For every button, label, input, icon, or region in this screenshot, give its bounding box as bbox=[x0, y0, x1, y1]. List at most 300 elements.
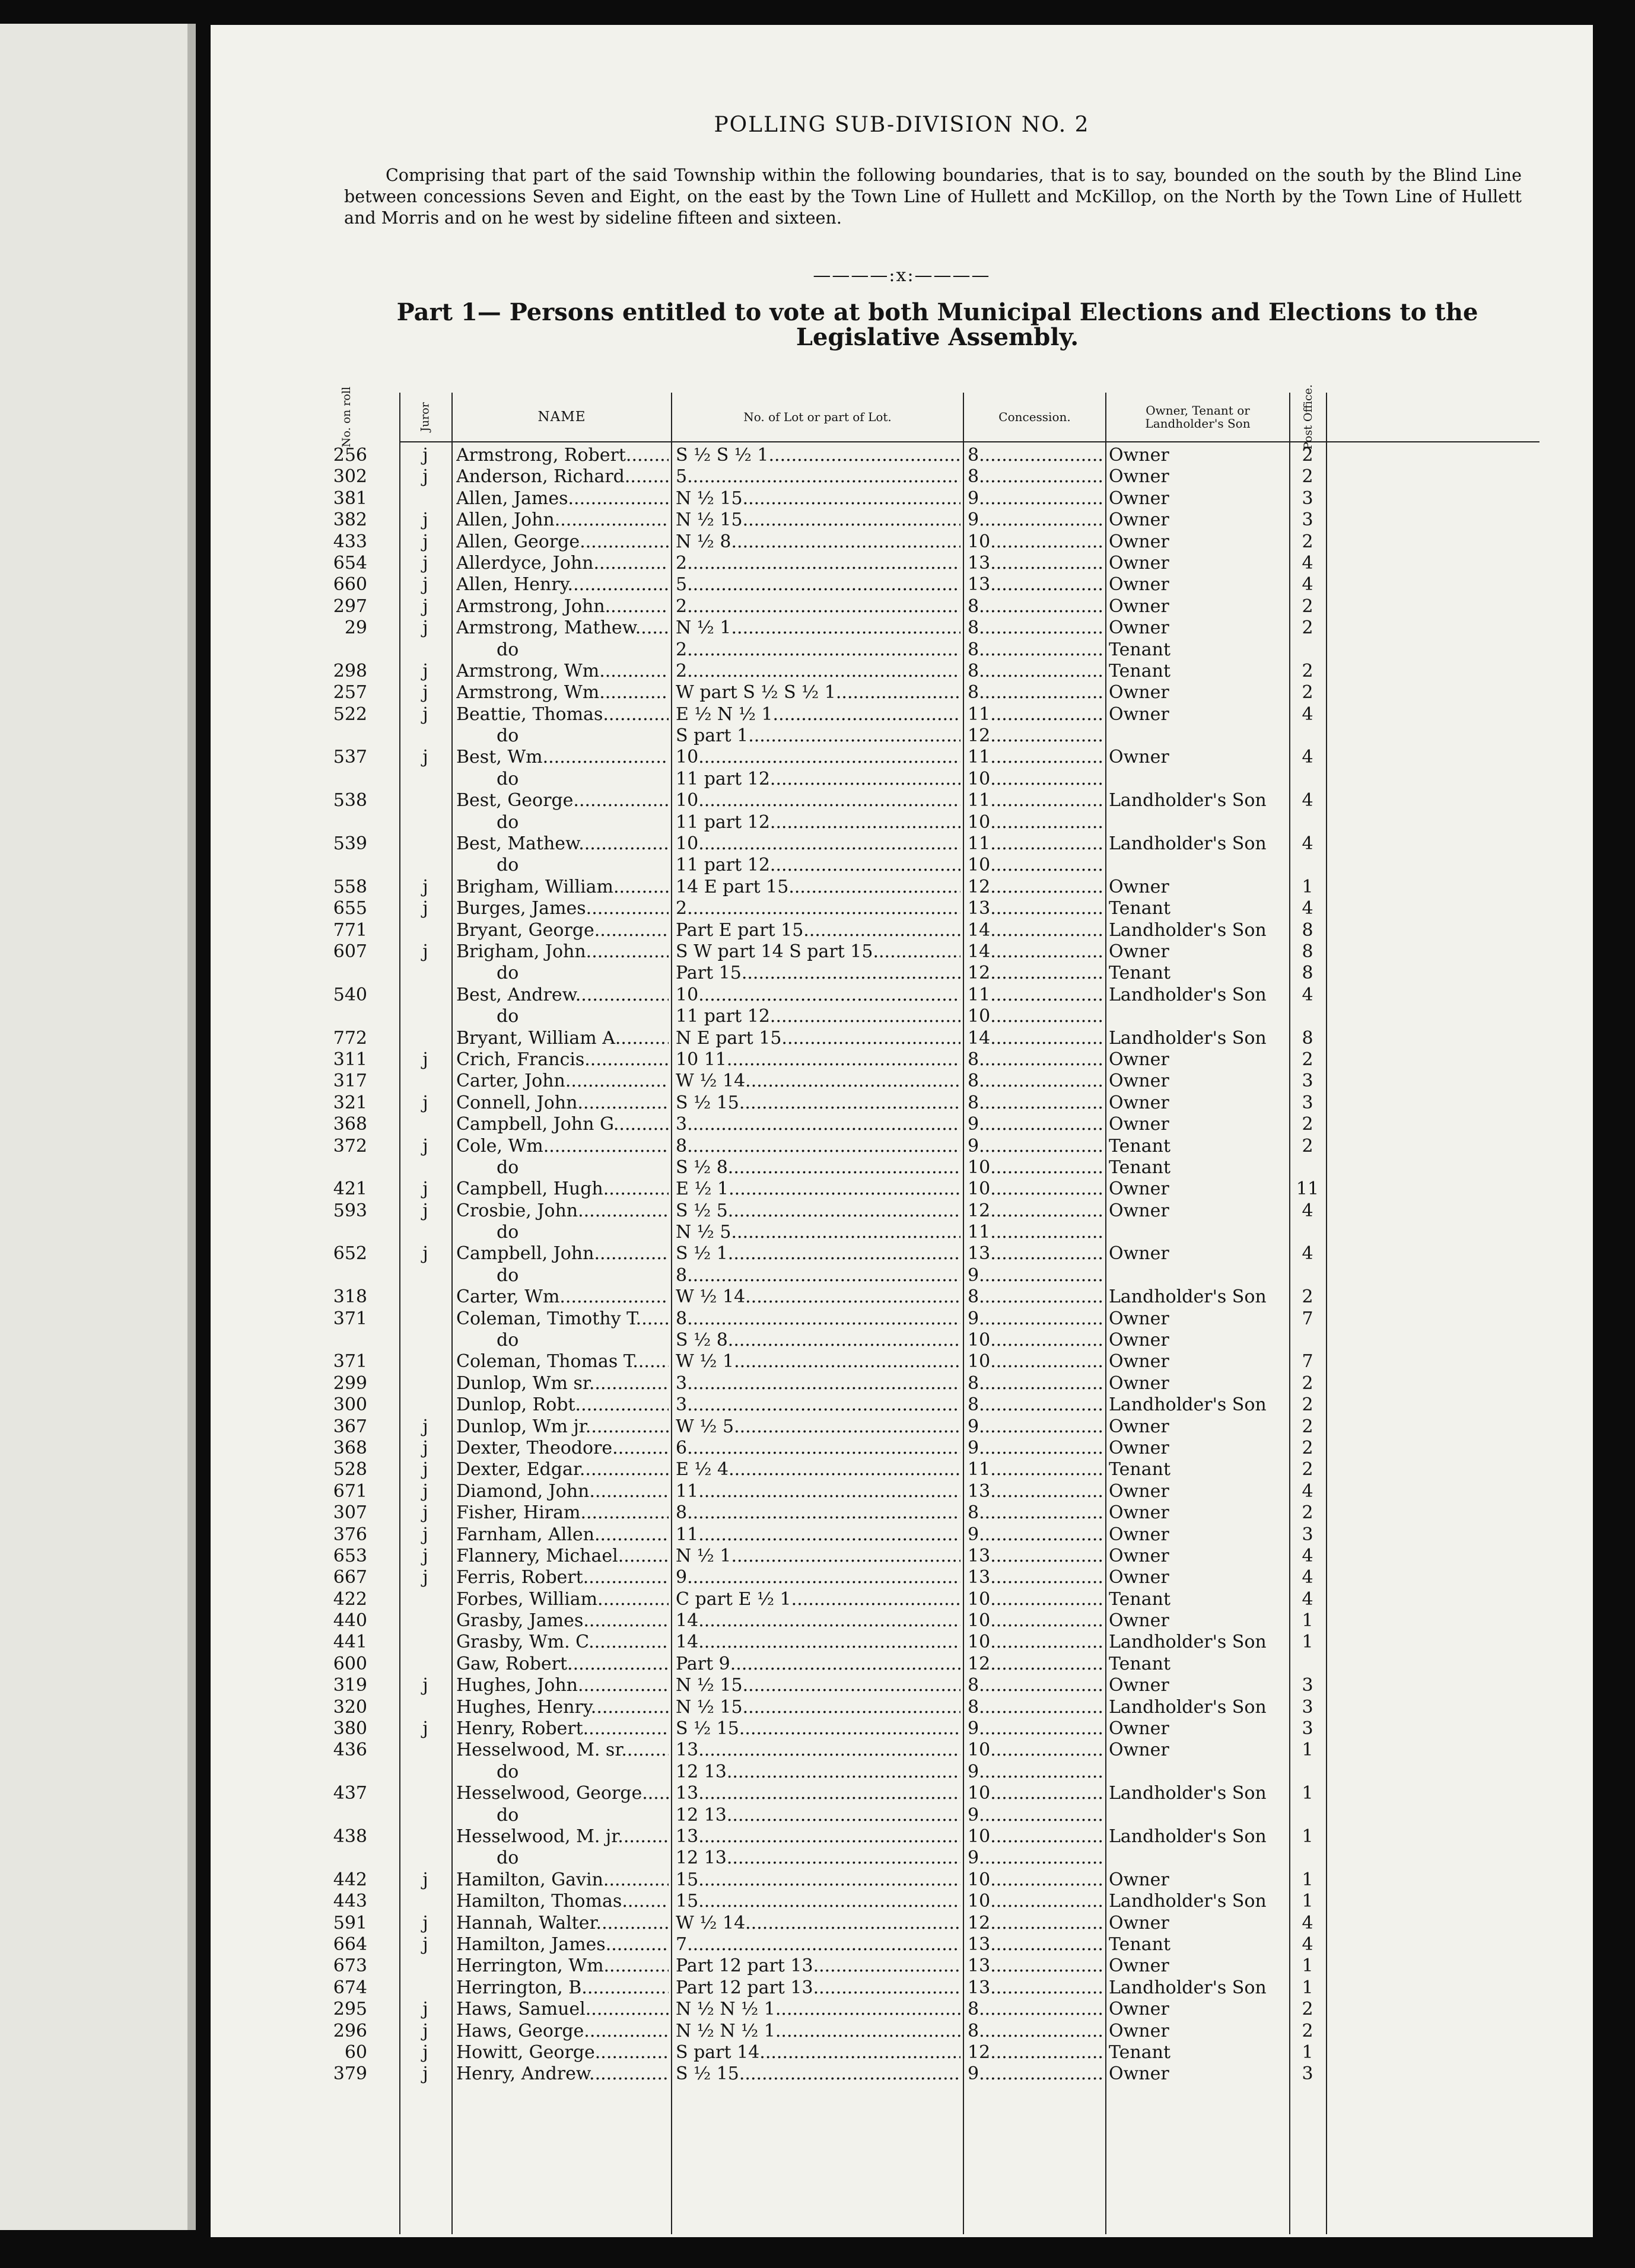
status: Owner bbox=[1109, 1092, 1169, 1113]
voter-name: Hamilton, James ..... bbox=[456, 1934, 669, 1955]
status: Owner bbox=[1109, 2063, 1169, 2085]
concession-number: 13 ..... bbox=[968, 553, 1103, 574]
table-row bbox=[325, 661, 1539, 682]
voter-name: Haws, George ..... bbox=[456, 2021, 669, 2042]
roll-number: 655 bbox=[333, 898, 367, 919]
juror-mark: j bbox=[422, 1135, 428, 1157]
roll-number: 257 bbox=[333, 682, 367, 703]
lot-number: Part 15 ..... bbox=[676, 963, 960, 984]
post-office: 3 bbox=[1302, 2063, 1313, 2085]
concession-number: 8 ..... bbox=[968, 1675, 1103, 1696]
status: Owner bbox=[1109, 595, 1169, 617]
status: Landholder's Son bbox=[1109, 1394, 1267, 1416]
concession-number: 8 ..... bbox=[968, 445, 1103, 466]
concession-number: 10 ..... bbox=[968, 1891, 1103, 1912]
juror-mark: j bbox=[422, 1502, 428, 1524]
concession-number: 11 ..... bbox=[968, 833, 1103, 855]
voter-name: Campbell, John ..... bbox=[456, 1243, 669, 1264]
status: Owner bbox=[1109, 1200, 1169, 1221]
table-row bbox=[325, 617, 1539, 639]
table-row bbox=[325, 1826, 1539, 1847]
lot-number: S ½ 1 ..... bbox=[676, 1243, 960, 1264]
post-office: 8 bbox=[1302, 941, 1313, 962]
status: Landholder's Son bbox=[1109, 984, 1267, 1005]
roll-number: 297 bbox=[333, 595, 367, 617]
post-office: 2 bbox=[1302, 1394, 1313, 1416]
voter-name: Coleman, Timothy T ..... bbox=[456, 1308, 669, 1330]
juror-mark: j bbox=[422, 1459, 428, 1480]
concession-number: 13 ..... bbox=[968, 1567, 1103, 1588]
header-name: NAME bbox=[537, 409, 586, 425]
post-office: 7 bbox=[1302, 1351, 1313, 1372]
status: Owner bbox=[1109, 1675, 1169, 1696]
post-office: 2 bbox=[1302, 531, 1313, 552]
concession-number: 8 ..... bbox=[968, 596, 1103, 617]
status: Tenant bbox=[1109, 1135, 1171, 1157]
lot-number: N ½ 15 ..... bbox=[676, 1675, 960, 1696]
lot-number: Part E part 15 ..... bbox=[676, 920, 960, 941]
table-row bbox=[325, 833, 1539, 855]
roll-number: 674 bbox=[333, 1977, 367, 1998]
voter-name: Armstrong, Wm ..... bbox=[456, 682, 669, 703]
lot-number: 10 ..... bbox=[676, 747, 960, 768]
voter-name: Grasby, Wm. C ..... bbox=[456, 1632, 669, 1653]
lot-number: 10 11 ..... bbox=[676, 1049, 960, 1071]
roll-number: 437 bbox=[333, 1783, 367, 1804]
post-office: 2 bbox=[1302, 1416, 1313, 1437]
concession-number: 13 ..... bbox=[968, 1955, 1103, 1977]
lot-number: S ½ 8 ..... bbox=[676, 1330, 960, 1351]
roll-number: 421 bbox=[333, 1178, 367, 1200]
juror-mark: j bbox=[422, 1545, 428, 1566]
lot-number: W ½ 14 ..... bbox=[676, 1071, 960, 1092]
lot-number: 10 ..... bbox=[676, 790, 960, 811]
roll-number: 317 bbox=[333, 1071, 367, 1092]
concession-number: 11 ..... bbox=[968, 790, 1103, 811]
roll-number: 372 bbox=[333, 1135, 367, 1157]
post-office: 3 bbox=[1302, 509, 1313, 531]
concession-number: 9 ..... bbox=[968, 1416, 1103, 1438]
lot-number: 14 ..... bbox=[676, 1632, 960, 1653]
lot-number: 5 ..... bbox=[676, 574, 960, 595]
post-office: 4 bbox=[1302, 574, 1313, 595]
table-row bbox=[325, 1934, 1539, 1955]
table-row bbox=[325, 1157, 1539, 1178]
roll-number: 652 bbox=[333, 1243, 367, 1264]
roll-number: 442 bbox=[333, 1869, 367, 1890]
concession-number: 13 ..... bbox=[968, 1546, 1103, 1567]
status: Tenant bbox=[1109, 1653, 1171, 1674]
roll-number: 438 bbox=[333, 1826, 367, 1847]
voter-name: Henry, Andrew ..... bbox=[456, 2063, 669, 2085]
roll-number: 607 bbox=[333, 941, 367, 962]
juror-mark: j bbox=[422, 2020, 428, 2041]
lot-number: 14 ..... bbox=[676, 1610, 960, 1632]
concession-number: 13 ..... bbox=[968, 1481, 1103, 1502]
status: Owner bbox=[1109, 703, 1169, 725]
post-office: 4 bbox=[1302, 898, 1313, 919]
concession-number: 13 ..... bbox=[968, 898, 1103, 919]
roll-number: 593 bbox=[333, 1200, 367, 1221]
roll-number: 380 bbox=[333, 1718, 367, 1740]
status: Owner bbox=[1109, 1416, 1169, 1437]
status: Landholder's Son bbox=[1109, 1977, 1267, 1998]
status: Owner bbox=[1109, 1372, 1169, 1394]
table-row bbox=[325, 531, 1539, 553]
lot-number: E ½ 4 ..... bbox=[676, 1459, 960, 1480]
post-office: 4 bbox=[1302, 1545, 1313, 1566]
table-row bbox=[325, 639, 1539, 661]
concession-number: 9 ..... bbox=[968, 1524, 1103, 1546]
roll-number: 558 bbox=[333, 876, 367, 897]
roll-number: 319 bbox=[333, 1675, 367, 1696]
voter-name: Hughes, Henry ..... bbox=[456, 1697, 669, 1718]
concession-number: 9 ..... bbox=[968, 1136, 1103, 1157]
voter-name: Bryant, William A ..... bbox=[456, 1028, 669, 1049]
voter-name: Flannery, Michael ..... bbox=[456, 1546, 669, 1567]
lot-number: Part 12 part 13 ..... bbox=[676, 1955, 960, 1977]
juror-mark: j bbox=[422, 747, 428, 768]
lot-number: 8 ..... bbox=[676, 1265, 960, 1286]
lot-number: 3 ..... bbox=[676, 1114, 960, 1135]
post-office: 4 bbox=[1302, 1200, 1313, 1221]
juror-mark: j bbox=[422, 552, 428, 574]
roll-number: 307 bbox=[333, 1502, 367, 1524]
status: Owner bbox=[1109, 445, 1169, 466]
roll-number: 368 bbox=[333, 1437, 367, 1458]
status: Landholder's Son bbox=[1109, 790, 1267, 811]
juror-mark: j bbox=[422, 466, 428, 488]
status: Owner bbox=[1109, 552, 1169, 574]
voter-name: Farnham, Allen ..... bbox=[456, 1524, 669, 1546]
table-body bbox=[325, 445, 1539, 2085]
roll-number: 600 bbox=[333, 1653, 367, 1674]
lot-number: S ½ 5 ..... bbox=[676, 1200, 960, 1222]
roll-number: 540 bbox=[333, 984, 367, 1005]
voter-name: Best, Wm ..... bbox=[456, 747, 669, 768]
concession-number: 10 ..... bbox=[968, 1740, 1103, 1761]
post-office: 4 bbox=[1302, 1912, 1313, 1933]
lot-number: 3 ..... bbox=[676, 1373, 960, 1394]
voter-name: do bbox=[497, 639, 519, 660]
status: Owner bbox=[1109, 466, 1169, 488]
concession-number: 10 ..... bbox=[968, 1157, 1103, 1178]
table-row bbox=[325, 1373, 1539, 1394]
roll-number: 302 bbox=[333, 466, 367, 488]
status: Owner bbox=[1109, 1610, 1169, 1632]
concession-number: 10 ..... bbox=[968, 1330, 1103, 1351]
concession-number: 8 ..... bbox=[968, 466, 1103, 488]
lot-number: 9 ..... bbox=[676, 1567, 960, 1588]
status: Owner bbox=[1109, 1567, 1169, 1588]
roll-number: 771 bbox=[333, 919, 367, 941]
roll-number: 671 bbox=[333, 1480, 367, 1502]
facing-page-edge bbox=[0, 24, 196, 2230]
juror-mark: j bbox=[422, 1437, 428, 1458]
lot-number: 10 ..... bbox=[676, 833, 960, 855]
table-row bbox=[325, 488, 1539, 509]
table-row bbox=[325, 855, 1539, 876]
juror-mark: j bbox=[422, 898, 428, 919]
table-row bbox=[325, 747, 1539, 768]
juror-mark: j bbox=[422, 509, 428, 531]
concession-number: 10 ..... bbox=[968, 1351, 1103, 1372]
concession-number: 10 ..... bbox=[968, 531, 1103, 553]
juror-mark: j bbox=[422, 1480, 428, 1502]
roll-number: 381 bbox=[333, 488, 367, 509]
voter-name: Best, Andrew ..... bbox=[456, 985, 669, 1006]
lot-number: 13 ..... bbox=[676, 1783, 960, 1804]
post-office: 1 bbox=[1302, 2041, 1313, 2063]
post-office: 3 bbox=[1302, 1092, 1313, 1113]
table-row bbox=[325, 898, 1539, 919]
lot-number: S part 1 ..... bbox=[676, 725, 960, 747]
voter-name: Crosbie, John ..... bbox=[456, 1200, 669, 1222]
concession-number: 13 ..... bbox=[968, 1934, 1103, 1955]
status: Tenant bbox=[1109, 963, 1171, 984]
lot-number: W ½ 1 ..... bbox=[676, 1351, 960, 1372]
voter-name: do bbox=[497, 1222, 519, 1243]
voter-name: do bbox=[497, 1761, 519, 1782]
header-juror: Juror bbox=[419, 402, 432, 432]
concession-number: 10 ..... bbox=[968, 1783, 1103, 1804]
concession-number: 14 ..... bbox=[968, 1028, 1103, 1049]
status: Landholder's Son bbox=[1109, 1696, 1267, 1718]
post-office: 2 bbox=[1302, 1286, 1313, 1308]
table-row bbox=[325, 920, 1539, 941]
post-office: 2 bbox=[1302, 1999, 1313, 2020]
lot-number: 10 ..... bbox=[676, 985, 960, 1006]
lot-number: 12 13 ..... bbox=[676, 1847, 960, 1869]
post-office: 1 bbox=[1302, 1955, 1313, 1977]
lot-number: N ½ N ½ 1 ..... bbox=[676, 1999, 960, 2020]
juror-mark: j bbox=[422, 941, 428, 962]
juror-mark: j bbox=[422, 617, 428, 639]
voter-name: Dexter, Theodore ..... bbox=[456, 1438, 669, 1459]
concession-number: 12 ..... bbox=[968, 725, 1103, 747]
lot-number: W ½ 14 ..... bbox=[676, 1913, 960, 1934]
status: Owner bbox=[1109, 1912, 1169, 1933]
post-office: 2 bbox=[1302, 617, 1313, 639]
voter-name: Carter, Wm ..... bbox=[456, 1286, 669, 1308]
concession-number: 11 ..... bbox=[968, 704, 1103, 725]
roll-number: 371 bbox=[333, 1308, 367, 1329]
lot-number: S ½ 15 ..... bbox=[676, 2063, 960, 2085]
post-office: 4 bbox=[1302, 833, 1313, 855]
roll-number: 371 bbox=[333, 1351, 367, 1372]
voter-name: do bbox=[497, 855, 519, 876]
table-row bbox=[325, 725, 1539, 747]
table-row bbox=[325, 1459, 1539, 1480]
status: Owner bbox=[1109, 617, 1169, 639]
voter-name: Grasby, James ..... bbox=[456, 1610, 669, 1632]
post-office: 1 bbox=[1302, 1783, 1313, 1804]
voter-name: Hannah, Walter ..... bbox=[456, 1913, 669, 1934]
concession-number: 12 ..... bbox=[968, 1200, 1103, 1222]
juror-mark: j bbox=[422, 1869, 428, 1890]
table-row bbox=[325, 941, 1539, 963]
voter-name: Allerdyce, John ..... bbox=[456, 553, 669, 574]
concession-number: 10 ..... bbox=[968, 1178, 1103, 1200]
lot-number: N ½ 15 ..... bbox=[676, 1697, 960, 1718]
voter-name: Campbell, John G ..... bbox=[456, 1114, 669, 1135]
voter-name: Brigham, John ..... bbox=[456, 941, 669, 963]
roll-number: 433 bbox=[333, 531, 367, 552]
table-row bbox=[325, 1913, 1539, 1934]
juror-mark: j bbox=[422, 1718, 428, 1740]
voter-name: Herrington, Wm ..... bbox=[456, 1955, 669, 1977]
post-office: 11 bbox=[1296, 1178, 1319, 1200]
post-office: 2 bbox=[1302, 1502, 1313, 1524]
lot-number: 2 ..... bbox=[676, 661, 960, 682]
boundary-text: Comprising that part of the said Township within the following boundaries, that is to say, bounded on the south by the Blind Line between concessions Seven and Eight, on the east by the Town Line of Hullett and McKillop, on the North by the Town Line of Hullett and Morris and on he west by sideline fifteen and sixteen. bbox=[344, 165, 1522, 228]
lot-number: 13 ..... bbox=[676, 1740, 960, 1761]
concession-number: 11 ..... bbox=[968, 1222, 1103, 1243]
lot-number: S part 14 ..... bbox=[676, 2042, 960, 2063]
status: Landholder's Son bbox=[1109, 919, 1267, 941]
table-row bbox=[325, 1524, 1539, 1546]
post-office: 2 bbox=[1302, 660, 1313, 681]
roll-number: 591 bbox=[333, 1912, 367, 1933]
table-row bbox=[325, 1761, 1539, 1783]
table-row bbox=[325, 1222, 1539, 1243]
voter-name: Allen, Henry ..... bbox=[456, 574, 669, 595]
table-row bbox=[325, 1610, 1539, 1632]
lot-number: E ½ N ½ 1 ..... bbox=[676, 704, 960, 725]
status: Landholder's Son bbox=[1109, 1891, 1267, 1912]
lot-number: 15 ..... bbox=[676, 1869, 960, 1891]
juror-mark: j bbox=[422, 1243, 428, 1264]
table-row bbox=[325, 1200, 1539, 1222]
voter-name: do bbox=[497, 1157, 519, 1178]
status: Landholder's Son bbox=[1109, 1783, 1267, 1804]
juror-mark: j bbox=[422, 595, 428, 617]
concession-number: 8 ..... bbox=[968, 682, 1103, 703]
table-row bbox=[325, 1028, 1539, 1049]
table-row bbox=[325, 1502, 1539, 1524]
concession-number: 8 ..... bbox=[968, 1394, 1103, 1416]
concession-number: 12 ..... bbox=[968, 963, 1103, 984]
post-office: 2 bbox=[1302, 682, 1313, 703]
table-row bbox=[325, 1006, 1539, 1027]
post-office: 3 bbox=[1302, 1071, 1313, 1092]
concession-number: 11 ..... bbox=[968, 985, 1103, 1006]
post-office: 2 bbox=[1302, 1437, 1313, 1458]
status: Landholder's Son bbox=[1109, 1286, 1267, 1308]
roll-number: 376 bbox=[333, 1524, 367, 1545]
post-office: 4 bbox=[1302, 1243, 1313, 1264]
roll-number: 443 bbox=[333, 1891, 367, 1912]
post-office: 3 bbox=[1302, 1524, 1313, 1545]
table-row bbox=[325, 1243, 1539, 1264]
table-row bbox=[325, 1438, 1539, 1459]
section-separator: ————:x:———— bbox=[813, 265, 991, 286]
status: Owner bbox=[1109, 1243, 1169, 1264]
status: Tenant bbox=[1109, 660, 1171, 681]
voter-name: Best, Mathew ..... bbox=[456, 833, 669, 855]
lot-number: 2 ..... bbox=[676, 596, 960, 617]
table-row bbox=[325, 1546, 1539, 1567]
table-row bbox=[325, 963, 1539, 984]
voter-name: Best, George ..... bbox=[456, 790, 669, 811]
status: Tenant bbox=[1109, 1459, 1171, 1480]
status: Tenant bbox=[1109, 639, 1171, 660]
concession-number: 8 ..... bbox=[968, 1092, 1103, 1114]
voter-name: Brigham, William ..... bbox=[456, 877, 669, 898]
roll-number: 440 bbox=[333, 1610, 367, 1632]
status: Owner bbox=[1109, 1114, 1169, 1135]
voter-name: Herrington, B ..... bbox=[456, 1977, 669, 1999]
voter-name: Dunlop, Wm sr ..... bbox=[456, 1373, 669, 1394]
concession-number: 9 ..... bbox=[968, 2063, 1103, 2085]
voter-name: Armstrong, Robert ..... bbox=[456, 445, 669, 466]
header-post-office: Post Office. bbox=[1302, 384, 1315, 450]
concession-number: 14 ..... bbox=[968, 941, 1103, 963]
roll-number: 441 bbox=[333, 1632, 367, 1653]
status: Landholder's Son bbox=[1109, 833, 1267, 855]
concession-number: 8 ..... bbox=[968, 661, 1103, 682]
status: Landholder's Son bbox=[1109, 1632, 1267, 1653]
table-row bbox=[325, 445, 1539, 466]
roll-number: 667 bbox=[333, 1567, 367, 1588]
juror-mark: j bbox=[422, 1567, 428, 1588]
lot-number: 11 part 12 ..... bbox=[676, 1006, 960, 1027]
voter-name: Hesselwood, M. jr ..... bbox=[456, 1826, 669, 1847]
roll-number: 537 bbox=[333, 747, 367, 768]
roll-number: 320 bbox=[333, 1696, 367, 1718]
table-row bbox=[325, 1632, 1539, 1653]
voter-name: Forbes, William ..... bbox=[456, 1589, 669, 1610]
voter-name: Henry, Robert ..... bbox=[456, 1718, 669, 1740]
post-office: 1 bbox=[1302, 1632, 1313, 1653]
concession-number: 13 ..... bbox=[968, 1243, 1103, 1264]
post-office: 1 bbox=[1302, 1891, 1313, 1912]
lot-number: N ½ 8 ..... bbox=[676, 531, 960, 553]
concession-number: 8 ..... bbox=[968, 1049, 1103, 1071]
table-row bbox=[325, 1589, 1539, 1610]
status: Owner bbox=[1109, 1178, 1169, 1200]
lot-number: 2 ..... bbox=[676, 553, 960, 574]
lot-number: N ½ 5 ..... bbox=[676, 1222, 960, 1243]
voter-name: Allen, John ..... bbox=[456, 509, 669, 531]
table-row bbox=[325, 812, 1539, 833]
status: Owner bbox=[1109, 1330, 1169, 1351]
status: Tenant bbox=[1109, 1157, 1171, 1178]
status: Owner bbox=[1109, 1718, 1169, 1740]
post-office: 1 bbox=[1302, 1740, 1313, 1761]
post-office: 8 bbox=[1302, 963, 1313, 984]
concession-number: 12 ..... bbox=[968, 877, 1103, 898]
juror-mark: j bbox=[422, 531, 428, 552]
status: Owner bbox=[1109, 1049, 1169, 1070]
lot-number: N E part 15 ..... bbox=[676, 1028, 960, 1049]
table-row bbox=[325, 1136, 1539, 1157]
post-office: 3 bbox=[1302, 1696, 1313, 1718]
lot-number: 11 part 12 ..... bbox=[676, 812, 960, 833]
table-row bbox=[325, 1675, 1539, 1696]
post-office: 4 bbox=[1302, 1933, 1313, 1955]
table-row bbox=[325, 790, 1539, 811]
roll-number: 367 bbox=[333, 1416, 367, 1437]
voter-name: Hamilton, Thomas ..... bbox=[456, 1891, 669, 1912]
header-no-on-roll: No. on roll bbox=[340, 386, 354, 448]
lot-number: N ½ 1 ..... bbox=[676, 617, 960, 639]
status: Tenant bbox=[1109, 2041, 1171, 2063]
concession-number: 9 ..... bbox=[968, 1308, 1103, 1330]
concession-number: 11 ..... bbox=[968, 1459, 1103, 1480]
post-office: 4 bbox=[1302, 747, 1313, 768]
page-title: POLLING SUB-DIVISION NO. 2 bbox=[714, 113, 1090, 137]
